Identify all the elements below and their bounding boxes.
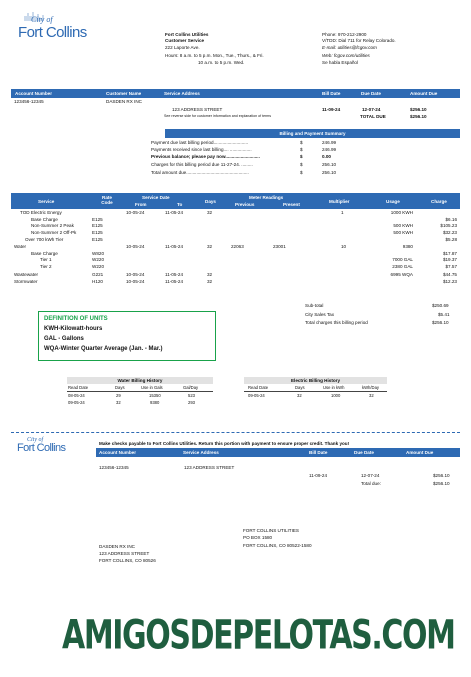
row-rate-code: E125 (92, 223, 103, 229)
billing-summary-title: Billing and Payment Summary (279, 131, 346, 136)
col-due-date: Due Date (361, 91, 381, 96)
summary-label: Payments received since last billing.... ................. (151, 147, 252, 152)
customer-name: DASDEN RX INC (106, 99, 142, 104)
unit-line: GAL - Gallons (44, 336, 84, 342)
service-table-header (11, 193, 460, 209)
col-service-address: Service Address (164, 91, 200, 96)
summary-amount: 256.10 (322, 170, 337, 175)
row-charge: $7.57 (445, 264, 457, 270)
row-service-name: Wastewater (14, 271, 39, 277)
electric-history-rule (244, 391, 387, 392)
row-service-name: Non-Summer 2 Peak (31, 223, 74, 229)
summary-label: Previous balance; please pay now........................... (151, 154, 260, 159)
account-number: 123456-12345 (14, 99, 44, 104)
customer-address-line: FORT COLLINS, CO 80526 (99, 558, 156, 563)
header-hours-2: 10 a.m. to 5 p.m. Wed. (198, 60, 245, 65)
summary-amount: 256.10 (322, 162, 337, 167)
electric-row-per-day: 32 (369, 393, 374, 398)
row-charge: $105.23 (440, 223, 457, 229)
water-row-days: 29 (116, 393, 121, 398)
customer-address-line: 123 ADDRESS STREET (99, 551, 150, 556)
billing-summary-header (165, 129, 460, 138)
summary-currency: $ (300, 140, 303, 145)
summary-currency: $ (300, 147, 303, 152)
water-row-use: 15350 (149, 393, 161, 398)
electric-col-read-date: Read Date (248, 385, 269, 390)
header-spanish: Se habla Español (322, 60, 359, 65)
watermark-text: AMIGOSDEPELOTAS.COM (62, 612, 455, 660)
row-from-date: 10-05-24 (126, 271, 145, 277)
row-charge: $5.28 (445, 236, 457, 242)
row-days: 32 (207, 271, 213, 277)
stub-table-header (96, 448, 460, 457)
logo-fort-collins: Fort Collins (18, 24, 87, 41)
row-service-name: Stormwater (14, 278, 38, 284)
stub-logo-city-of: City of (27, 437, 44, 443)
total-charges: $256.10 (432, 320, 449, 325)
stub-col-due-date: Due Date (354, 450, 374, 455)
electric-col-use: Use in kWh (323, 385, 345, 390)
total-due-label: TOTAL DUE (360, 114, 386, 119)
reverse-side-note: See reverse side for customer information and explanation of terms (164, 114, 272, 118)
row-from-date: 10-05-24 (126, 210, 145, 215)
row-from-date: 10-05-24 (126, 244, 145, 249)
col-present: Present (283, 202, 300, 207)
water-row-use: 9380 (150, 400, 160, 405)
row-usage: 2380 GAL (392, 264, 413, 270)
row-charge: $12.23 (442, 278, 457, 284)
row-days: 32 (207, 244, 213, 249)
remit-line: FORT COLLINS UTILITIES (243, 528, 299, 533)
row-charge: $44.75 (442, 271, 457, 277)
stub-account-number: 123456-12345 (99, 465, 129, 470)
col-from: From (135, 202, 147, 207)
row-rate-code: W220 (92, 257, 105, 263)
row-days: 32 (207, 278, 213, 284)
row-previous: 22063 (231, 244, 244, 249)
water-history-title: Water Billing History (117, 377, 163, 383)
customer-address-line: DASDEN RX INC (99, 544, 135, 549)
electric-col-per-day: kWh/Day (362, 385, 379, 390)
col-rate-code: Rate Code (101, 195, 113, 205)
col-bill-date: Bill Date (322, 91, 341, 96)
row-service-name: Tier 1 (40, 257, 52, 263)
stub-amount-due: $256.10 (433, 473, 450, 478)
water-history-title-bar (67, 377, 213, 384)
header-hours-1: Hours: 8 a.m. to 5 p.m. Mon., Tue., Thurs., & Fri. (165, 53, 264, 58)
row-usage: 500 KWH (393, 230, 413, 236)
row-rate-code: W220 (92, 264, 105, 270)
electric-history-title-bar (244, 377, 387, 384)
total-due: $256.10 (410, 114, 427, 119)
row-service-name: Tier 2 (40, 264, 52, 270)
water-row-per-day: 293 (188, 400, 195, 405)
remit-line: FORT COLLINS, CO 80522-1580 (243, 543, 312, 548)
row-usage: 1000 KWH (390, 210, 413, 215)
col-to: To (177, 202, 183, 207)
row-service-name: Water (14, 244, 27, 249)
units-definition-box (38, 311, 216, 361)
row-rate-code: E125 (92, 236, 103, 242)
water-row-per-day: 523 (188, 393, 195, 398)
summary-label: Payment due last billing period........................... (151, 140, 249, 145)
row-to-date: 11-05-24 (165, 271, 184, 277)
row-from-date: 10-05-24 (126, 278, 145, 284)
row-charge: $6.16 (445, 216, 457, 222)
unit-line: KWH-Kilowatt-hours (44, 326, 103, 332)
row-usage: 500 KWH (393, 223, 413, 229)
row-rate-code: W820 (92, 250, 105, 256)
header-web: Web: fcgov.com/utilities (322, 53, 370, 58)
col-usage: Usage (386, 199, 400, 204)
row-rate-code: H120 (92, 278, 103, 284)
col-multiplier: Multiplier (329, 199, 350, 204)
units-title: DEFINITION OF UNITS (44, 316, 108, 322)
unit-line: WQA-Winter Quarter Average (Jan. - Mar.) (44, 346, 163, 352)
row-present: 23001 (273, 244, 286, 249)
electric-history-title: Electric Billing History (290, 377, 340, 383)
summary-amount: 246.99 (322, 147, 337, 152)
water-col-read-date: Read Date (68, 385, 89, 390)
stub-instruction: Make checks payable to Fort Collins Utilities. Return this portion with payment to ensure proper credit. Thank you! (99, 441, 350, 446)
stub-total-due: $256.10 (433, 481, 450, 486)
summary-amount: 0.00 (322, 154, 331, 159)
row-multiplier: 1 (341, 210, 344, 215)
stub-col-account-number: Account Number (99, 450, 137, 455)
row-charge: $19.37 (442, 257, 457, 263)
row-rate-code: G221 (92, 271, 104, 277)
water-history-rule (67, 391, 213, 392)
summary-currency: $ (300, 154, 303, 159)
water-col-use: Use in Gals (141, 385, 163, 390)
row-to-date: 11-05-24 (165, 244, 184, 249)
stub-logo-fort-collins: Fort Collins (17, 442, 66, 454)
row-rate-code: E125 (92, 216, 103, 222)
summary-currency: $ (300, 170, 303, 175)
subtotal-label: Sub-total (305, 303, 324, 308)
amount-due: $256.10 (410, 107, 427, 112)
row-usage: 7000 GAL (392, 257, 413, 263)
row-service-name: Base Charge (31, 250, 58, 256)
row-to-date: 11-05-24 (165, 210, 184, 215)
water-col-per-day: Gal/Day (183, 385, 199, 390)
row-usage: 6995 WQA (390, 271, 413, 277)
row-charge: $17.87 (442, 250, 457, 256)
subtotal: $250.69 (432, 303, 449, 308)
tax-label: City Sales Tax (305, 312, 335, 317)
header-org: Fort Collins Utilities (165, 32, 209, 37)
row-service-name: Base Charge (31, 216, 58, 222)
stub-col-bill-date: Bill Date (309, 450, 328, 455)
col-charge: Charge (431, 199, 447, 204)
row-multiplier: 10 (341, 244, 347, 249)
col-days: Days (205, 199, 216, 204)
stub-due-date: 12-07-24 (361, 473, 380, 478)
due-date: 12-07-24 (362, 107, 381, 112)
row-days: 32 (207, 210, 213, 215)
row-service-name: TOD Electric Energy (20, 210, 62, 215)
electric-row-days: 32 (297, 393, 302, 398)
row-charge: $32.23 (442, 230, 457, 236)
col-meter-readings: Meter Readings (249, 195, 284, 200)
summary-amount: 246.99 (322, 140, 337, 145)
electric-col-days: Days (295, 385, 305, 390)
service-address: 123 ADDRESS STREET (172, 107, 223, 112)
col-customer-name: Customer Name (106, 91, 142, 96)
logo-city-of: City of (31, 15, 53, 24)
header-phone: Phone: 970-212-2900 (322, 32, 367, 37)
row-rate-code: E125 (92, 230, 103, 236)
row-service-name: Non-Summer 2 Off-Pk (31, 230, 77, 236)
col-amount-due: Amount Due (410, 91, 438, 96)
tax: $5.41 (438, 312, 450, 317)
electric-row-date: 09-05-24 (248, 393, 265, 398)
col-service-date: Service Date (142, 195, 170, 200)
stub-col-amount-due: Amount Due (406, 450, 434, 455)
col-account-number: Account Number (15, 91, 53, 96)
bill-date: 11-09-24 (322, 107, 341, 112)
stub-bill-date: 11-09-24 (309, 473, 328, 478)
total-charges-label: Total charges this billing period (305, 320, 368, 325)
row-usage: 9380 (402, 244, 413, 249)
water-row-date: 08-05-24 (68, 393, 85, 398)
stub-service-address: 123 ADDRESS STREET (184, 465, 235, 470)
account-table-header (11, 89, 460, 98)
row-to-date: 11-05-24 (165, 278, 184, 284)
tear-off-line (11, 432, 460, 433)
stub-col-service-address: Service Address (183, 450, 219, 455)
row-service-name: Over 700 kWh Tier (25, 236, 64, 242)
water-col-days: Days (115, 385, 125, 390)
electric-row-use: 1000 (331, 393, 341, 398)
header-email: E-mail: utilities@fcgov.com (322, 45, 377, 50)
summary-label: Total amount due................................................. (151, 170, 249, 175)
water-row-date: 09-05-24 (68, 400, 85, 405)
header-tdd: V/TDD: Dial 711 for Relay Colorado. (322, 38, 396, 43)
header-dept: Customer Service (165, 38, 205, 43)
header-address: 222 Laporte Ave. (165, 45, 200, 50)
water-row-days: 32 (116, 400, 121, 405)
summary-currency: $ (300, 162, 303, 167)
stub-total-due-label: Total due: (361, 481, 381, 486)
summary-label: Charges for this billing period due 11-27-24. ......... (151, 162, 253, 167)
col-service: Service (38, 199, 55, 204)
col-previous: Previous (235, 202, 255, 207)
remit-line: PO BOX 1580 (243, 535, 273, 540)
